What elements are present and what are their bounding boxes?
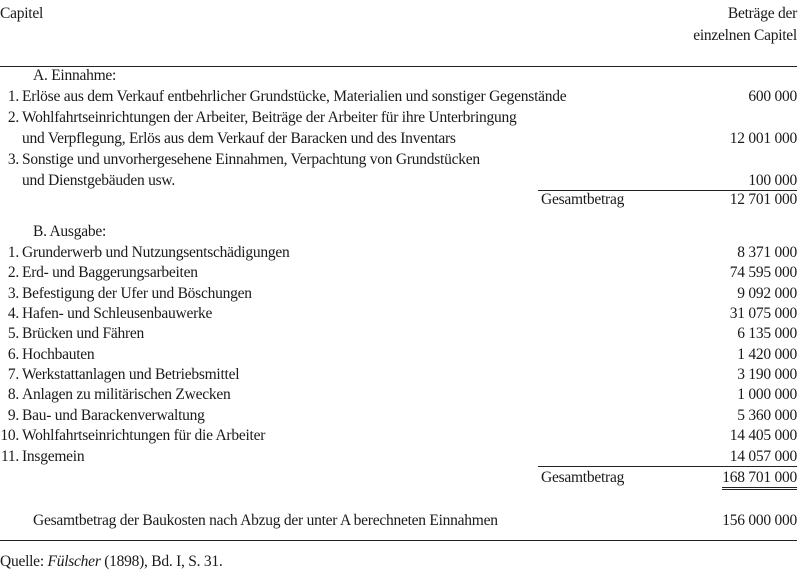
row-amount: 14 057 000 xyxy=(729,448,797,465)
row-num: 2. xyxy=(7,109,19,126)
row-amount: 100 000 xyxy=(748,172,797,189)
row-num: 8. xyxy=(7,386,19,403)
row-amount: 1 420 000 xyxy=(737,346,797,363)
row-text: Erd- und Baggerungsarbeiten xyxy=(22,264,198,281)
row-text: Wohlfahrtseinrichtungen der Arbeiter, Beiträge der Arbeiter für ihre Unterbringung xyxy=(22,109,517,126)
section-b-title xyxy=(0,222,797,242)
row-text: Anlagen zu militärischen Zwecken xyxy=(22,386,231,403)
section-title: A. Einnahme: xyxy=(33,67,117,84)
row-text: und Dienstgebäuden usw. xyxy=(22,172,175,189)
source-note xyxy=(0,552,797,572)
row-text: Grunderwerb und Nutzungsentschädigungen xyxy=(22,244,290,261)
table-row xyxy=(0,263,797,283)
row-num: 2. xyxy=(7,264,19,281)
section-a-title xyxy=(0,66,797,86)
row-text: Hafen- und Schleusenbauwerke xyxy=(22,305,213,322)
grand-total-row xyxy=(0,511,797,531)
table-row-cont xyxy=(0,129,797,149)
row-amount: 12 001 000 xyxy=(729,130,797,147)
header-amount-line1: Beträge der xyxy=(727,5,797,22)
row-num: 7. xyxy=(7,366,19,383)
table-row xyxy=(0,426,797,446)
table-row xyxy=(0,345,797,365)
subtotal-row-b xyxy=(0,468,797,488)
subtotal-rule xyxy=(538,466,797,467)
row-text: Bau- und Barackenverwaltung xyxy=(22,407,205,424)
grand-total-amount: 156 000 000 xyxy=(722,512,797,529)
row-text: Insgemein xyxy=(22,448,85,465)
table-row xyxy=(0,385,797,405)
table-row xyxy=(0,365,797,385)
row-amount: 9 092 000 xyxy=(737,285,797,302)
row-num: 1. xyxy=(7,244,19,261)
table-row xyxy=(0,324,797,344)
table-row xyxy=(0,87,797,107)
section-title: B. Ausgabe: xyxy=(33,223,107,240)
footer-divider xyxy=(0,540,797,541)
row-num: 5. xyxy=(7,325,19,342)
row-num: 6. xyxy=(7,346,19,363)
row-text: Hochbauten xyxy=(22,346,95,363)
row-amount: 8 371 000 xyxy=(737,244,797,261)
table-row xyxy=(0,108,797,128)
row-text: und Verpflegung, Erlös aus dem Verkauf der Baracken und des Inventars xyxy=(22,130,456,147)
source-author: Fülscher xyxy=(47,553,101,570)
table-row xyxy=(0,150,797,170)
table-row xyxy=(0,284,797,304)
row-text: Sonstige und unvorhergesehene Einnahmen, Verpachtung von Grundstücken xyxy=(22,151,480,168)
row-amount: 14 405 000 xyxy=(729,427,797,444)
row-amount: 3 190 000 xyxy=(737,366,797,383)
table-row xyxy=(0,406,797,426)
header-amount-line2: einzelnen Capitel xyxy=(693,27,797,44)
header-capitel: Capitel xyxy=(0,5,44,22)
source-rest: (1898), Bd. I, S. 31. xyxy=(100,553,223,570)
subtotal-row-a xyxy=(0,190,797,210)
row-text: Befestigung der Ufer und Böschungen xyxy=(22,285,252,302)
row-amount: 6 135 000 xyxy=(737,325,797,342)
table-header-line2 xyxy=(0,26,797,46)
subtotal-amount: 12 701 000 xyxy=(729,191,797,208)
row-amount: 31 075 000 xyxy=(729,305,797,322)
row-num: 4. xyxy=(7,305,19,322)
row-num: 9. xyxy=(7,407,19,424)
source-prefix: Quelle: xyxy=(0,553,48,570)
row-text: Brücken und Fähren xyxy=(22,325,145,342)
grand-total-label: Gesamtbetrag der Baukosten nach Abzug der unter A berechneten Einnahmen xyxy=(33,512,498,529)
table-row xyxy=(0,243,797,263)
row-amount: 74 595 000 xyxy=(729,264,797,281)
row-amount: 600 000 xyxy=(748,88,797,105)
row-amount: 1 000 000 xyxy=(737,386,797,403)
subtotal-label: Gesamtbetrag xyxy=(541,191,625,208)
subtotal-amount: 168 701 000 xyxy=(722,468,797,490)
subtotal-label: Gesamtbetrag xyxy=(541,469,625,486)
row-num: 3. xyxy=(7,285,19,302)
table-header xyxy=(0,4,797,24)
row-num: 11. xyxy=(0,448,19,465)
table-row xyxy=(0,447,797,467)
row-num: 3. xyxy=(7,151,19,168)
row-text: Erlöse aus dem Verkauf entbehrlicher Grundstücke, Materialien und sonstiger Gegenstände xyxy=(22,88,567,105)
row-text: Wohlfahrtseinrichtungen für die Arbeiter xyxy=(22,427,266,444)
table-row xyxy=(0,304,797,324)
row-text: Werkstattanlagen und Betriebsmittel xyxy=(22,366,240,383)
table-row-cont xyxy=(0,171,797,191)
row-num: 1. xyxy=(7,88,19,105)
row-num: 10. xyxy=(0,427,19,444)
row-amount: 5 360 000 xyxy=(737,407,797,424)
